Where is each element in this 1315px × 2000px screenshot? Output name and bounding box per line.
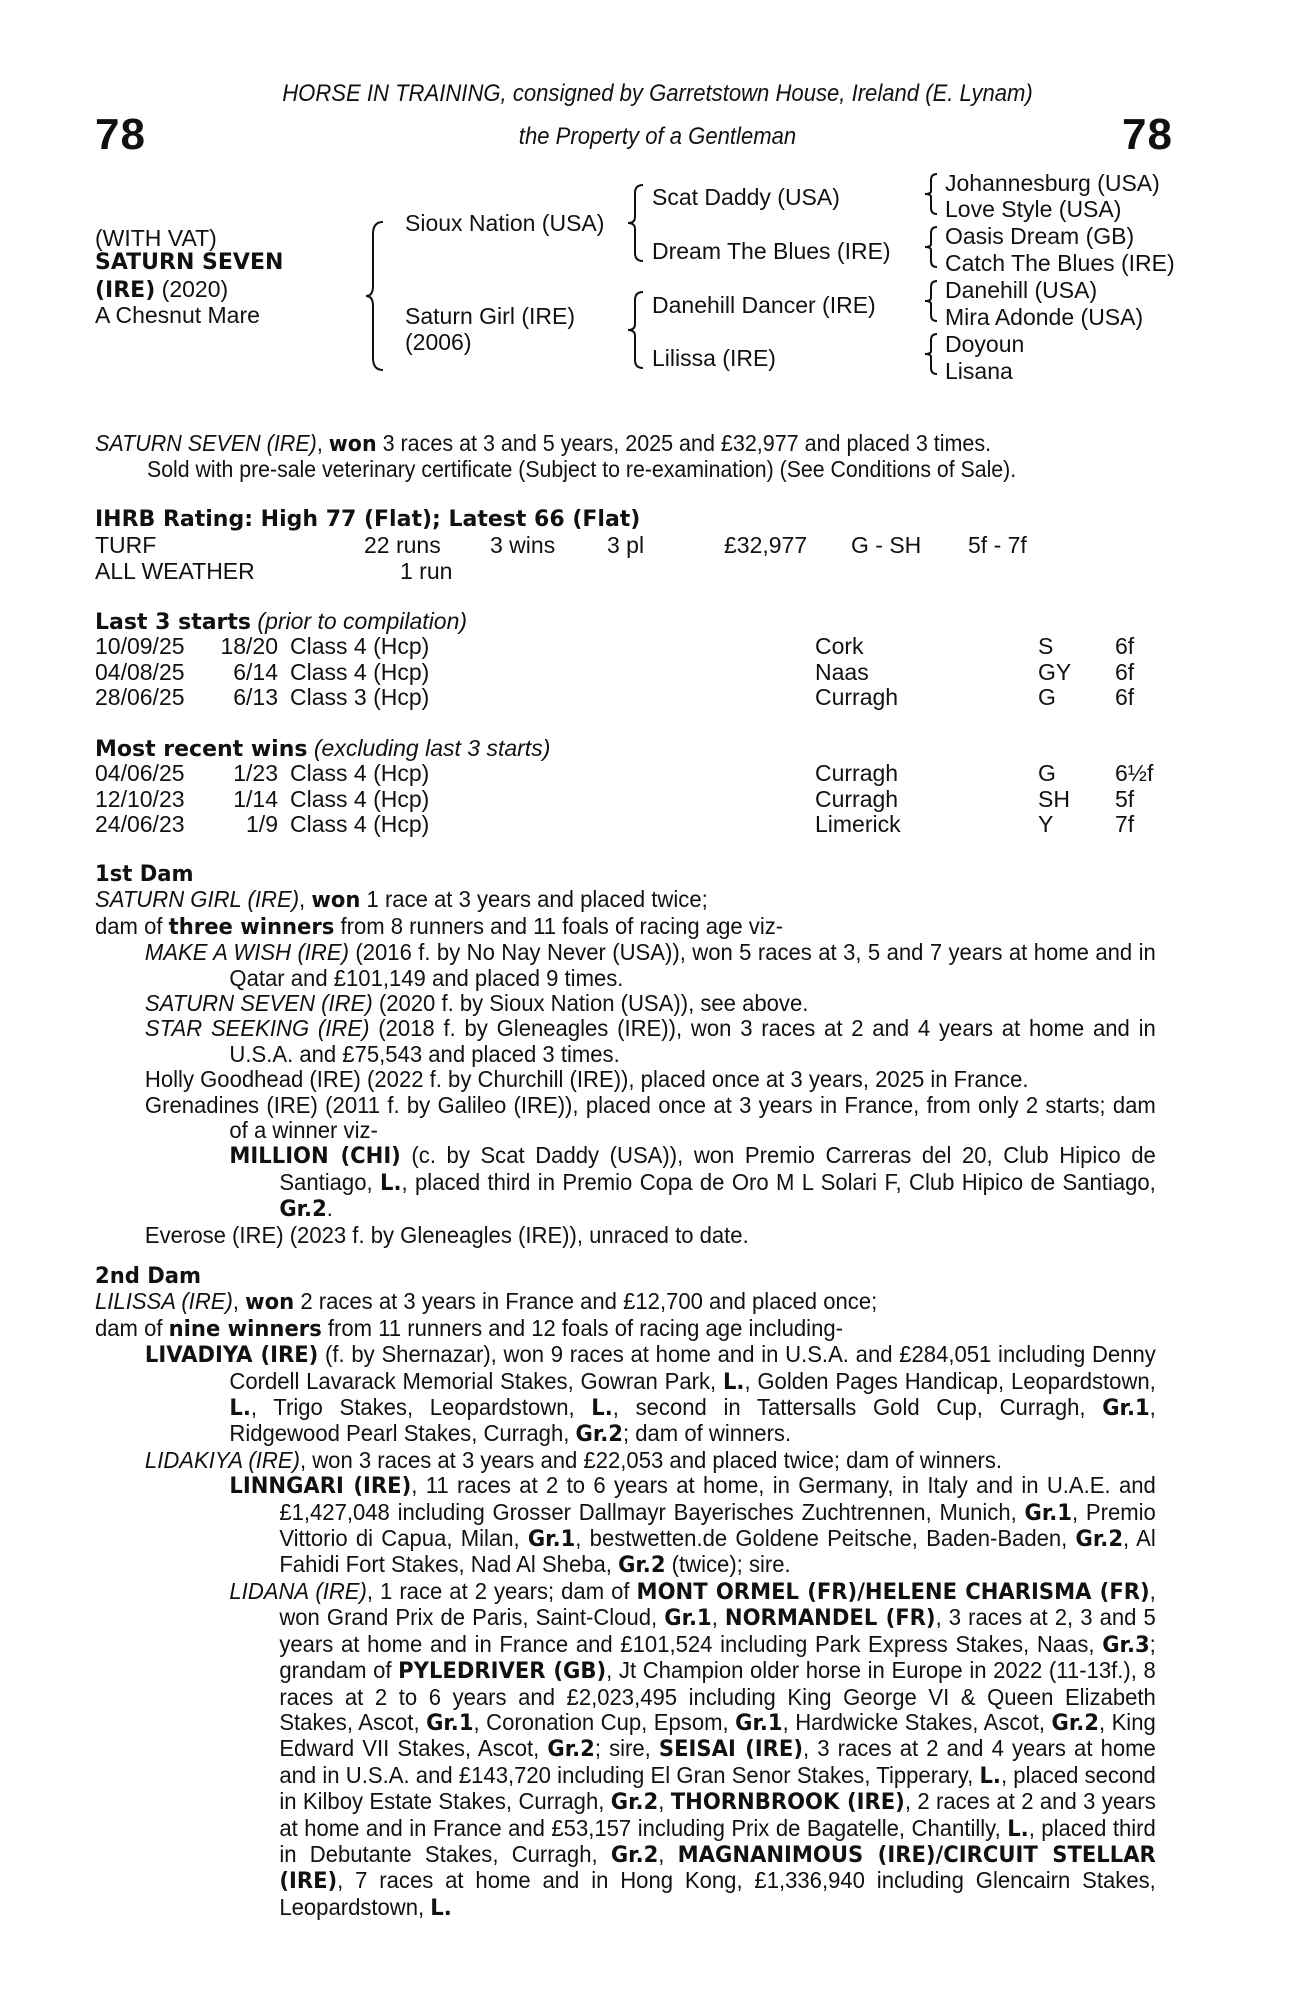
turf-distance: 5f - 7f xyxy=(968,532,1027,558)
foal-record: (twice); sire. xyxy=(665,1551,791,1578)
first-dam-title: 1st Dam xyxy=(95,862,194,887)
race-going: Y xyxy=(1038,811,1054,837)
foal-record: (2016 f. by No Nay Never (USA)), won 5 races at 3, 5 and 7 years at home and in Qatar and £101,149 and placed 9 times. xyxy=(229,939,1156,991)
race-date: 04/06/25 xyxy=(95,760,185,786)
foal-record: , placed third in Debutante Stakes, Curragh, xyxy=(279,1814,1156,1867)
race-position: 1/14 xyxy=(233,785,278,812)
recent-wins-heading xyxy=(95,735,550,762)
horse-name: LINNGARI (IRE) xyxy=(229,1474,412,1500)
foal-livadiya xyxy=(95,1342,1156,1448)
race-grade: L. xyxy=(229,1396,251,1422)
foal-record: , xyxy=(658,1840,678,1867)
pedigree-ggen-2: Love Style (USA) xyxy=(945,196,1122,222)
summary-line: SATURN SEVEN (IRE), won 3 races at 3 and 5 years, 2025 and £32,977 and placed 3 times. xyxy=(95,430,992,457)
foal-name: LIDAKIYA (IRE) xyxy=(144,1446,300,1473)
pedigree-sire: Sioux Nation (USA) xyxy=(405,210,605,236)
race-class: Class 3 (Hcp) xyxy=(290,684,430,710)
race-distance: 6½f xyxy=(1115,760,1154,786)
pedigree-dam-dam: Lilissa (IRE) xyxy=(652,345,776,371)
race-date: 28/06/25 xyxy=(95,684,185,710)
race-going: G xyxy=(1038,760,1056,786)
foal-record: , 3 races at 2, 3 and 5 years at home and in France and £101,524 including Park Express Stakes, Naas, xyxy=(279,1604,1156,1657)
race-course: Curragh xyxy=(815,760,899,786)
produce-winners: nine winners xyxy=(168,1316,322,1342)
pedigree-brace-gg3 xyxy=(923,279,939,323)
foal-record: , Jt Champion older horse in Europe in 2022 (11-13f.), 8 races at 2 to 6 years and £2,023,495 including King George VI & Queen Elizabeth Stakes, Ascot, xyxy=(279,1657,1156,1735)
foal-record: , 11 races at 2 to 6 years at home, in Germany, in Italy and in U.A.E. and £1,427,048 including Grosser Dallmayr Bayerisches Zuchtrennen, Munich, xyxy=(279,1472,1156,1525)
summary-horse-name: SATURN SEVEN (IRE) xyxy=(95,430,317,456)
race-grade: L. xyxy=(1007,1816,1029,1842)
grandfoal-lidana xyxy=(95,1579,1156,1921)
second-dam-name: LILISSA (IRE) xyxy=(95,1288,233,1315)
second-dam-produce xyxy=(95,1316,1156,1342)
pedigree-ggen-1: Johannesburg (USA) xyxy=(945,170,1160,196)
first-dam-produce xyxy=(95,914,1156,940)
foal-record: (c. by Scat Daddy (USA)), won Premio Carreras del 20, Club Hipico de Santiago, xyxy=(279,1142,1156,1195)
pedigree-brace-sire xyxy=(627,183,647,263)
grandfoal-linngari xyxy=(95,1473,1156,1579)
foal-record: , Al Fahidi Fort Stakes, Nad Al Sheba, xyxy=(279,1525,1156,1578)
produce-suffix: from 8 runners and 11 foals of racing age viz- xyxy=(334,912,784,939)
race-course: Naas xyxy=(815,658,869,685)
last-starts-title: Last 3 starts xyxy=(95,610,252,635)
foal-record: , Premio Vittorio di Capua, Milan, xyxy=(279,1498,1156,1552)
produce-winners: three winners xyxy=(168,914,335,940)
race-distance: 6f xyxy=(1115,633,1135,659)
lot-number-right: 78 xyxy=(1122,110,1173,159)
pedigree-ggen-4: Catch The Blues (IRE) xyxy=(945,250,1175,276)
last-starts-subtitle: (prior to compilation) xyxy=(257,608,468,634)
turf-runs: 22 runs xyxy=(364,532,441,558)
horse-description: A Chesnut Mare xyxy=(95,302,260,328)
foal-record: , 2 races at 2 and 3 years at home and in France and £53,157 including Prix de Bagatelle, Chantilly, xyxy=(279,1788,1156,1841)
race-date: 12/10/23 xyxy=(95,785,185,812)
foal-name: MAKE A WISH (IRE) xyxy=(144,939,349,966)
consignor-heading: HORSE IN TRAINING, consigned by Garretstown House, Ireland (E. Lynam) xyxy=(282,80,1033,107)
horse-name: SEISAI (IRE) xyxy=(658,1737,803,1763)
foal-record: , placed second in Kilboy Estate Stakes, Curragh, xyxy=(279,1761,1156,1815)
recent-wins-subtitle: (excluding last 3 starts) xyxy=(313,735,551,761)
punctuation: . xyxy=(326,1195,333,1222)
foal-lidakiya xyxy=(95,1448,1156,1473)
race-grade: Gr.2 xyxy=(610,1842,659,1868)
foal-name: LIDANA (IRE) xyxy=(229,1577,367,1604)
race-grade: Gr.2 xyxy=(1075,1527,1124,1553)
second-dam-summary: LILISSA (IRE), won 2 races at 3 years in France and £12,700 and placed once; xyxy=(95,1288,878,1316)
first-dam-record: 1 race at 3 years and placed twice; xyxy=(360,886,708,913)
race-class: Class 4 (Hcp) xyxy=(290,760,430,786)
race-course: Limerick xyxy=(815,811,901,837)
race-date: 24/06/23 xyxy=(95,811,185,837)
horse-name: LIVADIYA (IRE) xyxy=(144,1343,319,1369)
race-distance: 6f xyxy=(1115,684,1135,710)
foal-record: (2020 f. by Sioux Nation (USA)), see above. xyxy=(372,990,809,1017)
foal-everose: Everose (IRE) (2023 f. by Gleneagles (IRE)), unraced to date. xyxy=(144,1221,749,1248)
foal-make-a-wish xyxy=(95,940,1156,991)
foal-grenadines: Grenadines (IRE) (2011 f. by Galileo (IRE)), placed once at 3 years in France, from only 2 starts; dam of a winner viz- xyxy=(144,1091,1156,1144)
race-grade: Gr.1 xyxy=(1102,1396,1150,1422)
pedigree-brace-dam xyxy=(627,290,647,370)
horse-name: SATURN SEVEN xyxy=(95,250,284,275)
summary-won: won xyxy=(328,432,377,457)
pedigree-ggen-3: Oasis Dream (GB) xyxy=(945,223,1135,249)
race-going: S xyxy=(1038,633,1054,659)
race-going: G xyxy=(1038,684,1056,710)
pedigree-brace-gg2 xyxy=(923,225,939,269)
foal-record: (2018 f. by Gleneagles (IRE)), won 3 races at 2 and 4 years at home and in U.S.A. and £75,543 and placed 3 times. xyxy=(229,1015,1156,1067)
race-grade: Gr.2 xyxy=(1051,1710,1099,1736)
lot-number-left: 78 xyxy=(95,110,146,159)
horse-name: MONT ORMEL (FR)/HELENE CHARISMA (FR) xyxy=(636,1579,1150,1605)
pedigree-dam-year: (2006) xyxy=(405,329,472,355)
foal-record: , 3 races at 2 and 4 years at home and in U.S.A. and £143,720 including El Gran Senor Stakes, Tipperary, xyxy=(279,1735,1156,1788)
foal-name: SATURN SEVEN (IRE) xyxy=(144,990,373,1017)
grandfoal-million xyxy=(95,1143,1156,1222)
race-class: Class 4 (Hcp) xyxy=(290,633,430,659)
horse-name: THORNBROOK (IRE) xyxy=(670,1790,905,1816)
race-position: 6/14 xyxy=(233,658,278,685)
foal-record: , xyxy=(658,1788,671,1815)
race-position: 1/23 xyxy=(233,760,278,786)
race-position: 6/13 xyxy=(233,684,278,710)
vet-certificate-note: Sold with pre-sale veterinary certificate (Subject to re-examination) (See Conditions of Sale). xyxy=(147,456,1017,482)
foal-record: , xyxy=(711,1604,725,1631)
pedigree-dam: Saturn Girl (IRE) xyxy=(405,303,575,329)
pedigree-ggen-5: Danehill (USA) xyxy=(945,277,1098,303)
won-label: won xyxy=(311,888,361,914)
pedigree-brace-gg4 xyxy=(923,332,939,376)
race-grade: L. xyxy=(591,1396,613,1422)
pedigree-ggen-6: Mira Adonde (USA) xyxy=(945,304,1144,330)
won-label: won xyxy=(245,1290,295,1316)
race-course: Curragh xyxy=(815,785,899,812)
race-course: Cork xyxy=(815,633,864,659)
foal-record: , second in Tattersalls Gold Cup, Curragh, xyxy=(612,1394,1103,1421)
race-class: Class 4 (Hcp) xyxy=(290,785,430,812)
race-grade: Gr.2 xyxy=(575,1422,623,1448)
foal-record: ; dam of winners. xyxy=(622,1420,792,1447)
foal-record: , Coronation Cup, Epsom, xyxy=(473,1708,736,1735)
race-grade: Gr.3 xyxy=(1102,1632,1150,1658)
ihrb-rating-title: IHRB Rating: High 77 (Flat); Latest 66 (Flat) xyxy=(95,507,641,532)
vat-label: (WITH VAT) xyxy=(95,225,217,251)
pedigree-sire-sire: Scat Daddy (USA) xyxy=(652,184,840,210)
first-dam-name: SATURN GIRL (IRE) xyxy=(95,886,300,913)
foal-record: , placed third in Premio Copa de Oro M L Solari F, Club Hipico de Santiago, xyxy=(401,1168,1156,1195)
produce-suffix: from 11 runners and 12 foals of racing age including- xyxy=(321,1314,844,1341)
second-dam-title: 2nd Dam xyxy=(95,1264,202,1289)
all-weather-label: ALL WEATHER xyxy=(95,558,255,584)
foal-holly-goodhead: Holly Goodhead (IRE) (2022 f. by Churchill (IRE)), placed once at 3 years, 2025 in France. xyxy=(144,1066,1029,1093)
horse-name: MAGNANIMOUS (IRE)/CIRCUIT STELLAR (IRE) xyxy=(279,1842,1156,1895)
turf-earnings: £32,977 xyxy=(724,532,808,558)
race-grade: Gr.1 xyxy=(664,1606,712,1632)
horse-name: PYLEDRIVER (GB) xyxy=(398,1659,607,1685)
horse-name: NORMANDEL (FR) xyxy=(724,1606,936,1632)
horse-name-suffix-line xyxy=(95,276,228,304)
foal-record: , 7 races at home and in Hong Kong, £1,336,940 including Glencairn Stakes, Leopardstown, xyxy=(279,1867,1156,1920)
foal-saturn-seven xyxy=(95,991,1156,1016)
foal-record: (f. by Shernazar), won 9 races at home and in U.S.A. and £284,051 including Denny Cordell Lavarack Memorial Stakes, Gowran Park, xyxy=(229,1341,1156,1394)
race-date: 10/09/25 xyxy=(95,633,185,659)
second-dam-record: 2 races at 3 years in France and £12,700 and placed once; xyxy=(294,1288,878,1315)
turf-label: TURF xyxy=(95,532,157,558)
property-heading: the Property of a Gentleman xyxy=(518,123,797,150)
foal-star-seeking xyxy=(95,1016,1156,1067)
race-date: 04/08/25 xyxy=(95,658,185,685)
race-grade: L. xyxy=(722,1369,745,1395)
pedigree-sire-dam: Dream The Blues (IRE) xyxy=(652,238,891,264)
pedigree-ggen-7: Doyoun xyxy=(945,331,1025,357)
pedigree-brace-gg1 xyxy=(923,172,939,216)
race-grade: Gr.1 xyxy=(527,1527,576,1553)
foal-record: , King Edward VII Stakes, Ascot, xyxy=(279,1708,1156,1762)
pedigree-dam-sire: Danehill Dancer (IRE) xyxy=(652,292,876,318)
listed-label: L. xyxy=(380,1170,402,1196)
foal-record: , Trigo Stakes, Leopardstown, xyxy=(250,1394,592,1421)
race-grade: Gr.2 xyxy=(610,1790,659,1816)
foal-record: , Ridgewood Pearl Stakes, Curragh, xyxy=(229,1394,1156,1447)
race-grade: Gr.1 xyxy=(1024,1500,1072,1526)
first-dam-section xyxy=(95,862,1156,1248)
race-grade: L. xyxy=(430,1895,452,1921)
all-weather-runs: 1 run xyxy=(400,558,453,584)
race-grade: L. xyxy=(979,1763,1001,1789)
last-starts-heading xyxy=(95,608,467,635)
turf-wins: 3 wins xyxy=(490,532,556,558)
turf-going: G - SH xyxy=(851,532,922,558)
race-going: SH xyxy=(1038,785,1070,812)
pedigree-brace-main xyxy=(365,220,387,372)
horse-country: (IRE) xyxy=(95,278,156,303)
foal-name: STAR SEEKING (IRE) xyxy=(144,1015,370,1042)
race-grade: Gr.1 xyxy=(426,1710,474,1736)
race-grade: Gr.1 xyxy=(735,1710,783,1736)
foal-name: MILLION (CHI) xyxy=(229,1144,401,1170)
foal-record: , won 3 races at 3 years and £22,053 and placed twice; dam of winners. xyxy=(299,1446,1003,1473)
first-dam-summary: SATURN GIRL (IRE), won 1 race at 3 years and placed twice; xyxy=(95,886,708,914)
foal-record: ; grandam of xyxy=(279,1630,1156,1684)
pedigree-ggen-8: Lisana xyxy=(945,358,1013,384)
summary-text: 3 races at 3 and 5 years, 2025 and £32,977 and placed 3 times. xyxy=(376,430,992,456)
produce-prefix: dam of xyxy=(95,1314,169,1341)
race-grade: Gr.2 xyxy=(618,1553,666,1579)
race-going: GY xyxy=(1038,658,1072,685)
race-class: Class 4 (Hcp) xyxy=(290,811,430,837)
race-grade: Gr.2 xyxy=(547,1737,595,1763)
foal-record: , Hardwicke Stakes, Ascot, xyxy=(782,1708,1052,1735)
turf-placed: 3 pl xyxy=(607,532,645,558)
foal-record: , Golden Pages Handicap, Leopardstown, xyxy=(744,1367,1156,1394)
foal-record: ; sire, xyxy=(594,1735,659,1762)
race-distance: 5f xyxy=(1115,785,1135,812)
second-dam-section xyxy=(95,1264,1156,1921)
horse-year: (2020) xyxy=(161,276,229,302)
foal-record: , 1 race at 2 years; dam of xyxy=(366,1577,637,1604)
race-distance: 6f xyxy=(1115,658,1135,685)
race-position: 18/20 xyxy=(220,633,278,659)
race-position: 1/9 xyxy=(246,811,278,837)
race-course: Curragh xyxy=(815,684,899,710)
race-class: Class 4 (Hcp) xyxy=(290,658,430,685)
recent-wins-title: Most recent wins xyxy=(95,737,308,762)
produce-prefix: dam of xyxy=(95,912,169,939)
group-label: Gr.2 xyxy=(279,1197,327,1223)
foal-record: , won Grand Prix de Paris, Saint-Cloud, xyxy=(279,1577,1156,1631)
race-distance: 7f xyxy=(1115,811,1135,837)
foal-record: , bestwetten.de Goldene Peitsche, Baden-Baden, xyxy=(575,1525,1076,1552)
